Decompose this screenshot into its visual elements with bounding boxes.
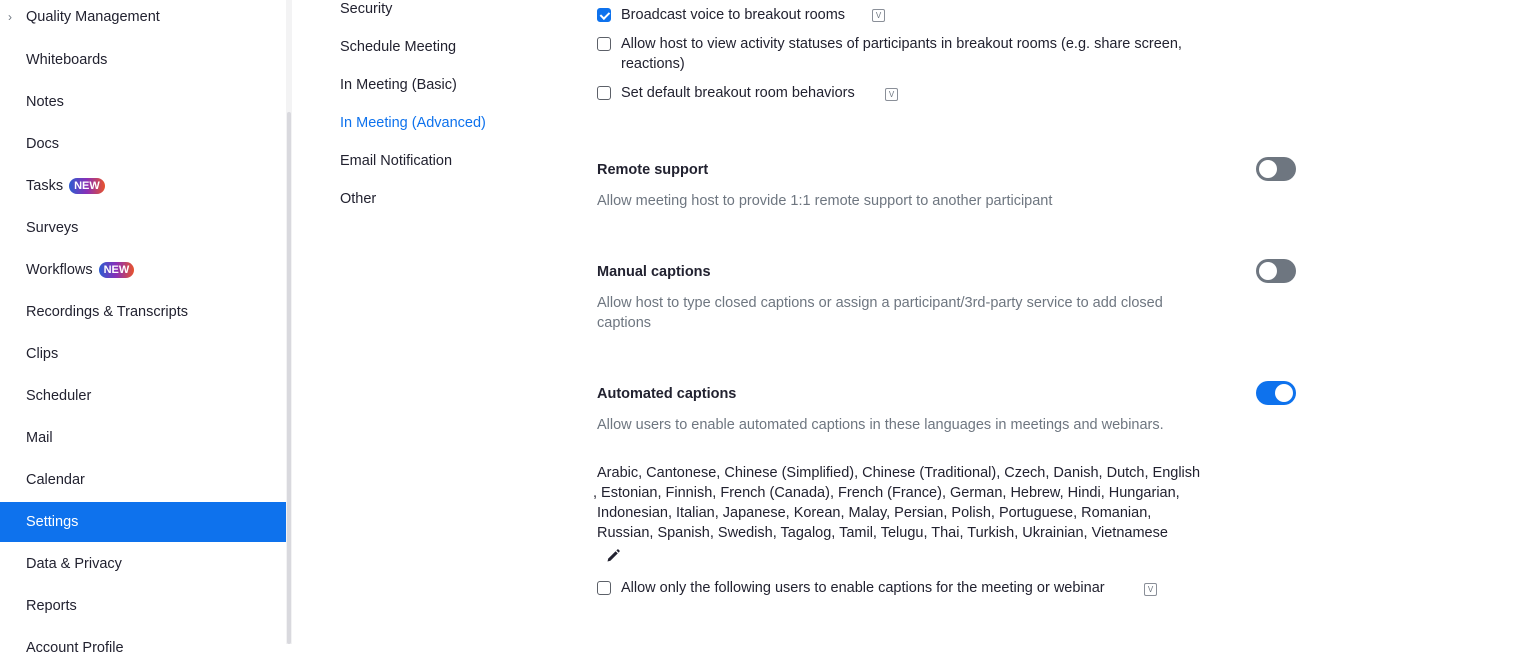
- manual-captions-toggle[interactable]: [1256, 259, 1296, 283]
- sidebar-item-recordings-transcripts[interactable]: [0, 292, 286, 332]
- default-breakout-checkbox[interactable]: [597, 86, 611, 100]
- sidebar-item-clips[interactable]: [0, 334, 286, 374]
- automated-captions-toggle[interactable]: [1256, 381, 1296, 405]
- manual-captions-description: Allow host to type closed captions or assign a participant/3rd-party service to add closed captions: [597, 295, 1163, 331]
- automated-captions-description: Allow users to enable automated captions in these languages in meetings and webinars.: [597, 417, 1164, 433]
- sidebar-item-whiteboards[interactable]: [0, 40, 286, 80]
- sidebar-item-tasks[interactable]: [0, 166, 286, 206]
- sidebar-scrollbar-thumb[interactable]: [287, 112, 291, 644]
- tab-other[interactable]: Other: [340, 191, 377, 207]
- sidebar-item-label: Recordings & Transcripts: [26, 304, 188, 320]
- pencil-icon[interactable]: [605, 548, 621, 564]
- chevron-right-icon: ›: [8, 10, 12, 24]
- remote-support-title: Remote support: [597, 162, 709, 178]
- sidebar-item-label: Data & Privacy: [26, 556, 122, 572]
- sidebar-item-scheduler[interactable]: [0, 376, 286, 416]
- sidebar-item-quality-management[interactable]: [0, 0, 286, 37]
- info-icon[interactable]: V: [1144, 583, 1157, 596]
- automated-captions-title: Automated captions: [597, 386, 737, 402]
- sidebar-item-notes[interactable]: [0, 82, 286, 122]
- only-users-captions-checkbox[interactable]: [597, 581, 611, 595]
- broadcast-voice-checkbox[interactable]: [597, 8, 611, 22]
- sidebar-item-label: Settings: [26, 514, 79, 530]
- sidebar-item-mail[interactable]: [0, 418, 286, 458]
- new-badge: NEW: [99, 262, 135, 278]
- sidebar-item-label: Docs: [26, 136, 60, 152]
- activity-status-checkbox[interactable]: [597, 37, 611, 51]
- sidebar-item-label: Quality Management: [26, 9, 160, 25]
- info-icon[interactable]: V: [885, 88, 898, 101]
- sidebar-item-settings[interactable]: [0, 502, 286, 542]
- sidebar-item-label: Surveys: [26, 220, 79, 236]
- remote-support-description: Allow meeting host to provide 1:1 remote support to another participant: [597, 193, 1053, 209]
- sidebar-item-label: Tasks: [26, 178, 64, 194]
- sidebar-item-label: Notes: [26, 94, 64, 110]
- sidebar-item-calendar[interactable]: [0, 460, 286, 500]
- sidebar-item-label: Scheduler: [26, 388, 92, 404]
- language-line: Russian, Spanish, Swedish, Tagalog, Tamil, Telugu, Thai, Turkish, Ukrainian, Vietnamese: [597, 525, 1168, 541]
- sidebar-item-label: Clips: [26, 346, 59, 362]
- sidebar-item-label: Calendar: [26, 472, 85, 488]
- sidebar-item-account-profile[interactable]: [0, 628, 286, 668]
- tab-in-meeting-advanced[interactable]: In Meeting (Advanced): [340, 115, 486, 131]
- sidebar-item-docs[interactable]: [0, 124, 286, 164]
- sidebar-item-label: Whiteboards: [26, 52, 108, 68]
- tab-schedule-meeting[interactable]: Schedule Meeting: [340, 39, 457, 55]
- sidebar-item-surveys[interactable]: [0, 208, 286, 248]
- sidebar-item-workflows[interactable]: [0, 250, 286, 290]
- activity-status-label: Allow host to view activity statuses of participants in breakout rooms (e.g. share screen, reactions): [621, 36, 1182, 72]
- sidebar-item-label: Reports: [26, 598, 77, 614]
- manual-captions-title: Manual captions: [597, 264, 711, 280]
- tab-security[interactable]: Security: [340, 1, 393, 17]
- tab-email-notification[interactable]: Email Notification: [340, 153, 453, 169]
- only-users-captions-label: Allow only the following users to enable captions for the meeting or webinar: [621, 580, 1105, 596]
- sidebar-item-label: Account Profile: [26, 640, 124, 656]
- sidebar-item-data-privacy[interactable]: [0, 544, 286, 584]
- language-line: Indonesian, Italian, Japanese, Korean, Malay, Persian, Polish, Portuguese, Romanian,: [597, 505, 1152, 521]
- broadcast-voice-label: Broadcast voice to breakout rooms: [621, 7, 846, 23]
- info-icon[interactable]: V: [872, 9, 885, 22]
- language-line: Arabic, Cantonese, Chinese (Simplified), Chinese (Traditional), Czech, Danish, Dutch, English: [597, 465, 1201, 481]
- tab-in-meeting-basic[interactable]: In Meeting (Basic): [340, 77, 457, 93]
- language-line: , Estonian, Finnish, French (Canada), French (France), German, Hebrew, Hindi, Hungarian,: [593, 485, 1180, 501]
- remote-support-toggle[interactable]: [1256, 157, 1296, 181]
- sidebar-item-label: Workflows: [26, 262, 93, 278]
- new-badge: NEW: [69, 178, 105, 194]
- sidebar-item-label: Mail: [26, 430, 53, 446]
- sidebar-item-reports[interactable]: [0, 586, 286, 626]
- sidebar: [0, 0, 286, 656]
- default-breakout-label: Set default breakout room behaviors: [621, 85, 855, 101]
